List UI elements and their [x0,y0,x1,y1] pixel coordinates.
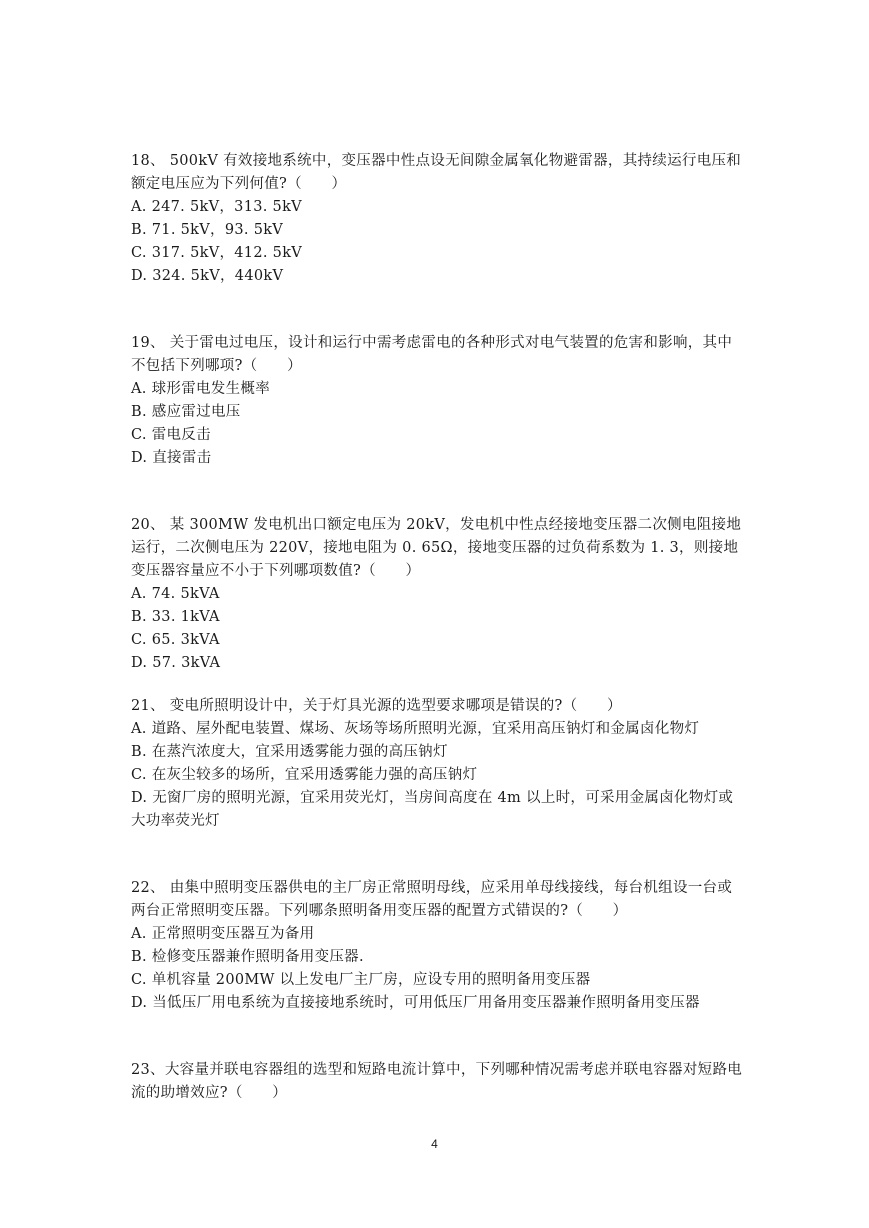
option-d: D. 324. 5kV，440kV [131,268,284,284]
option-a: A. 道路、屋外配电装置、煤场、灰场等场所照明光源，宜采用高压钠灯和金属卤化物灯 [131,721,700,737]
option-c: C. 在灰尘较多的场所，宜采用透雾能力强的高压钠灯 [131,767,478,783]
question-19 [131,332,743,470]
option-b: B. 71. 5kV，93. 5kV [131,222,284,238]
question-stem: 19、 关于雷电过电压，设计和运行中需考虑雷电的各种形式对电气装置的危害和影响，其中不包括下列哪项?（ ） [131,335,733,374]
option-c: C. 65. 3kVA [131,632,220,648]
question-stem: 18、 500kV 有效接地系统中，变压器中性点设无间隙金属氧化物避雷器，其持续运行电压和额定电压应为下列何值?（ ） [131,153,742,192]
question-stem: 23、大容量并联电容器组的选型和短路电流计算中，下列哪种情况需考虑并联电容器对短路电流的助增效应?（ ） [131,1062,743,1101]
question-22 [131,877,743,1015]
option-a: A. 247. 5kV，313. 5kV [131,199,302,215]
question-stem: 21、 变电所照明设计中，关于灯具光源的选型要求哪项是错误的?（ ） [131,698,622,714]
option-a: A. 球形雷电发生概率 [131,381,270,397]
question-21 [131,695,743,833]
option-c: C. 雷电反击 [131,427,211,443]
option-c: C. 317. 5kV，412. 5kV [131,245,303,261]
option-c: C. 单机容量 200MW 以上发电厂主厂房，应设专用的照明备用变压器 [131,972,591,988]
option-d: D. 直接雷击 [131,450,212,466]
option-b: B. 33. 1kVA [131,609,220,625]
option-d: D. 当低压厂用电系统为直接接地系统时，可用低压厂用备用变压器兼作照明备用变压器 [131,995,700,1011]
option-b: B. 检修变压器兼作照明备用变压器. [131,949,364,965]
page-number: 4 [431,1137,438,1151]
question-stem: 22、 由集中照明变压器供电的主厂房正常照明母线，应采用单母线接线，每台机组设一台或两台正常照明变压器。下列哪条照明备用变压器的配置方式错误的?（ ） [131,880,733,919]
question-stem: 20、 某 300MW 发电机出口额定电压为 20kV，发电机中性点经接地变压器二次侧电阻接地运行，二次侧电压为 220V，接地电阻为 0. 65Ω，接地变压器的过负荷系数为 1. 3，则接地变压器容量应不小于下列哪项数值?（ ） [131,517,742,579]
question-18 [131,150,743,288]
question-23 [131,1059,743,1105]
option-d: D. 无窗厂房的照明光源，宜采用荧光灯，当房间高度在 4m 以上时，可采用金属卤化物灯或大功率荧光灯 [131,790,734,829]
option-a: A. 正常照明变压器互为备用 [131,926,315,942]
option-b: B. 在蒸汽浓度大，宜采用透雾能力强的高压钠灯 [131,744,448,760]
option-d: D. 57. 3kVA [131,655,221,671]
option-a: A. 74. 5kVA [131,586,220,602]
question-20 [131,514,743,675]
option-b: B. 感应雷过电压 [131,404,241,420]
